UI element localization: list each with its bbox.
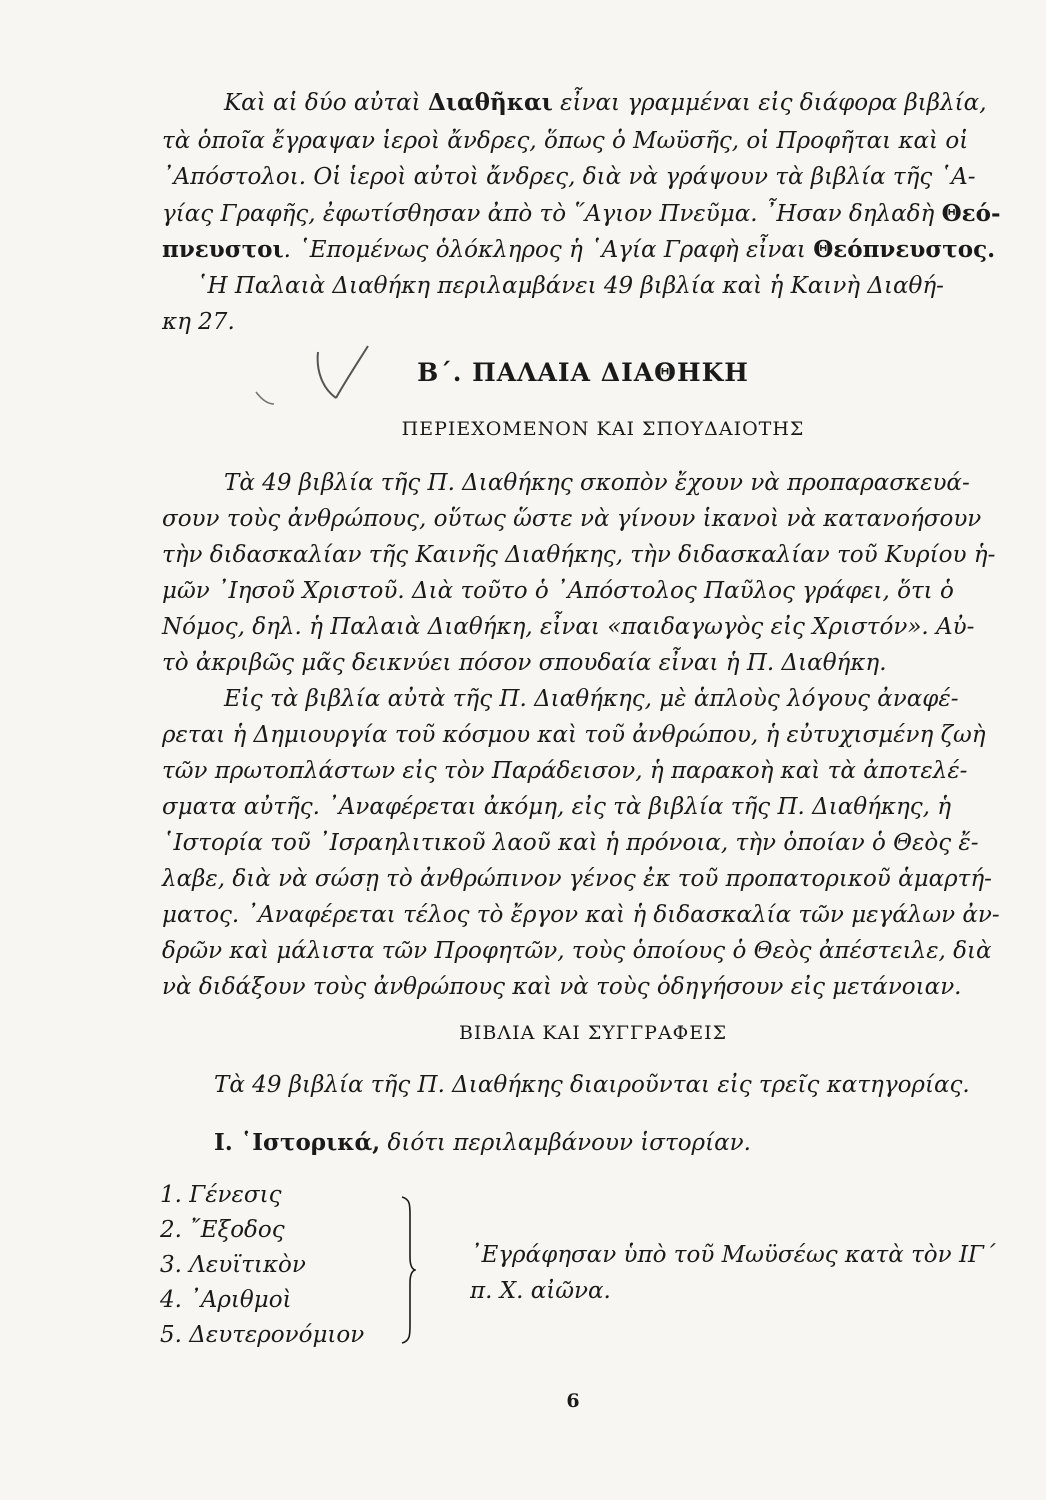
subheading-content: ΠΕΡΙΕΧΟΜΕΝΟΝ ΚΑΙ ΣΠΟΥΔΑΙΟΤΗΣ: [401, 418, 805, 440]
para3-line: Τὰ 49 βιβλία τῆς Π. Διαθήκης διαιροῦνται εἰς τρεῖς κατηγορίας.: [214, 1072, 970, 1098]
para2-line: δρῶν καὶ μάλιστα τῶν Προφητῶν, τοὺς ὁποίους ὁ Θεὸς ἀπέστειλε, διὰ: [162, 938, 992, 964]
para1-line: τὴν διδασκαλίαν τῆς Καινῆς Διαθήκης, τὴν διδασκαλίαν τοῦ Κυρίου ἡ-: [162, 542, 996, 568]
para2-line: ματος. ᾿Αναφέρεται τέλος τὸ ἔργον καὶ ἡ διδασκαλία τῶν μεγάλων ἀν-: [162, 902, 1000, 928]
intro-line-2: τὰ ὁποῖα ἔγραψαν ἱεροὶ ἄνδρες, ὅπως ὁ Μωϋσῆς, οἱ Προφῆται καὶ οἱ: [162, 128, 969, 154]
book-list-item: 4. ᾿Αριθμοὶ: [160, 1287, 292, 1313]
page-number: 6: [566, 1390, 580, 1412]
intro-line-4: γίας Γραφῆς, ἐφωτίσθησαν ἀπὸ τὸ ῞Αγιον Πνεῦμα. ῏Ησαν δηλαδὴ Θεό-: [162, 200, 1001, 227]
para1-line: τὸ ἀκριβῶς μᾶς δεικνύει πόσον σπουδαία εἶναι ἡ Π. Διαθήκη.: [162, 650, 887, 676]
para1-line: Νόμος, δηλ. ἡ Παλαιὰ Διαθήκη, εἶναι «παιδαγωγὸς εἰς Χριστόν». Αὐ-: [162, 614, 975, 640]
para1-line: σουν τοὺς ἀνθρώπους, οὕτως ὥστε νὰ γίνουν ἱκανοὶ νὰ κατανοήσουν: [162, 506, 982, 532]
intro-line-7: κη 27.: [162, 309, 235, 335]
para2-line: νὰ διδάξουν τοὺς ἀνθρώπους καὶ νὰ τοὺς ὁδηγήσουν εἰς μετάνοιαν.: [162, 974, 962, 1000]
book-list-item: 1. Γένεσις: [160, 1182, 282, 1208]
para2-line: σματα αὐτῆς. ᾿Αναφέρεται ἀκόμη, εἰς τὰ βιβλία τῆς Π. Διαθήκης, ἡ: [162, 794, 952, 820]
para2-line: ρεται ἡ Δημιουργία τοῦ κόσμου καὶ τοῦ ἀνθρώπου, ἡ εὐτυχισμένη ζωὴ: [162, 722, 986, 748]
category-historical: Ι. ῾Ιστορικά, διότι περιλαμβάνουν ἱστορίαν.: [214, 1129, 751, 1156]
para2-line: τῶν πρωτοπλάστων εἰς τὸν Παράδεισον, ἡ παρακοὴ καὶ τὰ ἀποτελέ-: [162, 758, 968, 784]
section-title: Β΄. ΠΑΛΑΙΑ ΔΙΑΘΗΚΗ: [417, 358, 749, 387]
para2-line: ῾Ιστορία τοῦ ᾿Ισραηλιτικοῦ λαοῦ καὶ ἡ πρόνοια, τὴν ὁποίαν ὁ Θεὸς ἔ-: [162, 830, 979, 856]
bold-diathikai: Διαθῆκαι: [428, 89, 553, 116]
book-list-item: 3. Λευϊτικὸν: [160, 1252, 306, 1278]
book-list-item: 5. Δευτερονόμιον: [160, 1322, 365, 1348]
intro-line-1: Καὶ αἱ δύο αὐταὶ Διαθῆκαι εἶναι γραμμέναι εἰς διάφορα βιβλία,: [224, 89, 987, 116]
para1-line: Τὰ 49 βιβλία τῆς Π. Διαθήκης σκοπὸν ἔχουν νὰ προπαρασκευά-: [224, 470, 970, 496]
books-note-line: π. Χ. αἰῶνα.: [470, 1278, 611, 1304]
intro-line-6: ῾Η Παλαιὰ Διαθήκη περιλαμβάνει 49 βιβλία καὶ ἡ Καινὴ Διαθή-: [196, 273, 944, 299]
para2-line: Εἰς τὰ βιβλία αὐτὰ τῆς Π. Διαθήκης, μὲ ἁπλοὺς λόγους ἀναφέ-: [224, 686, 959, 712]
book-list-item: 2. ῎Εξοδος: [160, 1217, 285, 1243]
intro-line-5: πνευστοι. ῾Επομένως ὁλόκληρος ἡ ῾Αγία Γραφὴ εἶναι Θεόπνευστος.: [162, 236, 996, 263]
subheading-books-authors: ΒΙΒΛΙΑ ΚΑΙ ΣΥΓΓΡΑΦΕΙΣ: [458, 1022, 728, 1044]
category-label: Ι. ῾Ιστορικά,: [214, 1129, 381, 1156]
para2-line: λαβε, διὰ νὰ σώσῃ τὸ ἀνθρώπινον γένος ἐκ τοῦ προπατορικοῦ ἁμαρτή-: [162, 866, 992, 892]
right-brace: [398, 1195, 416, 1345]
para1-line: μῶν ᾿Ιησοῦ Χριστοῦ. Διὰ τοῦτο ὁ ᾿Απόστολος Παῦλος γράφει, ὅτι ὁ: [162, 578, 954, 604]
intro-line-3: ᾿Απόστολοι. Οἱ ἱεροὶ αὐτοὶ ἄνδρες, διὰ νὰ γράψουν τὰ βιβλία τῆς ῾Α-: [162, 164, 976, 190]
books-note-line: ᾿Εγράφησαν ὑπὸ τοῦ Μωϋσέως κατὰ τὸν ΙΓ΄: [470, 1242, 996, 1268]
